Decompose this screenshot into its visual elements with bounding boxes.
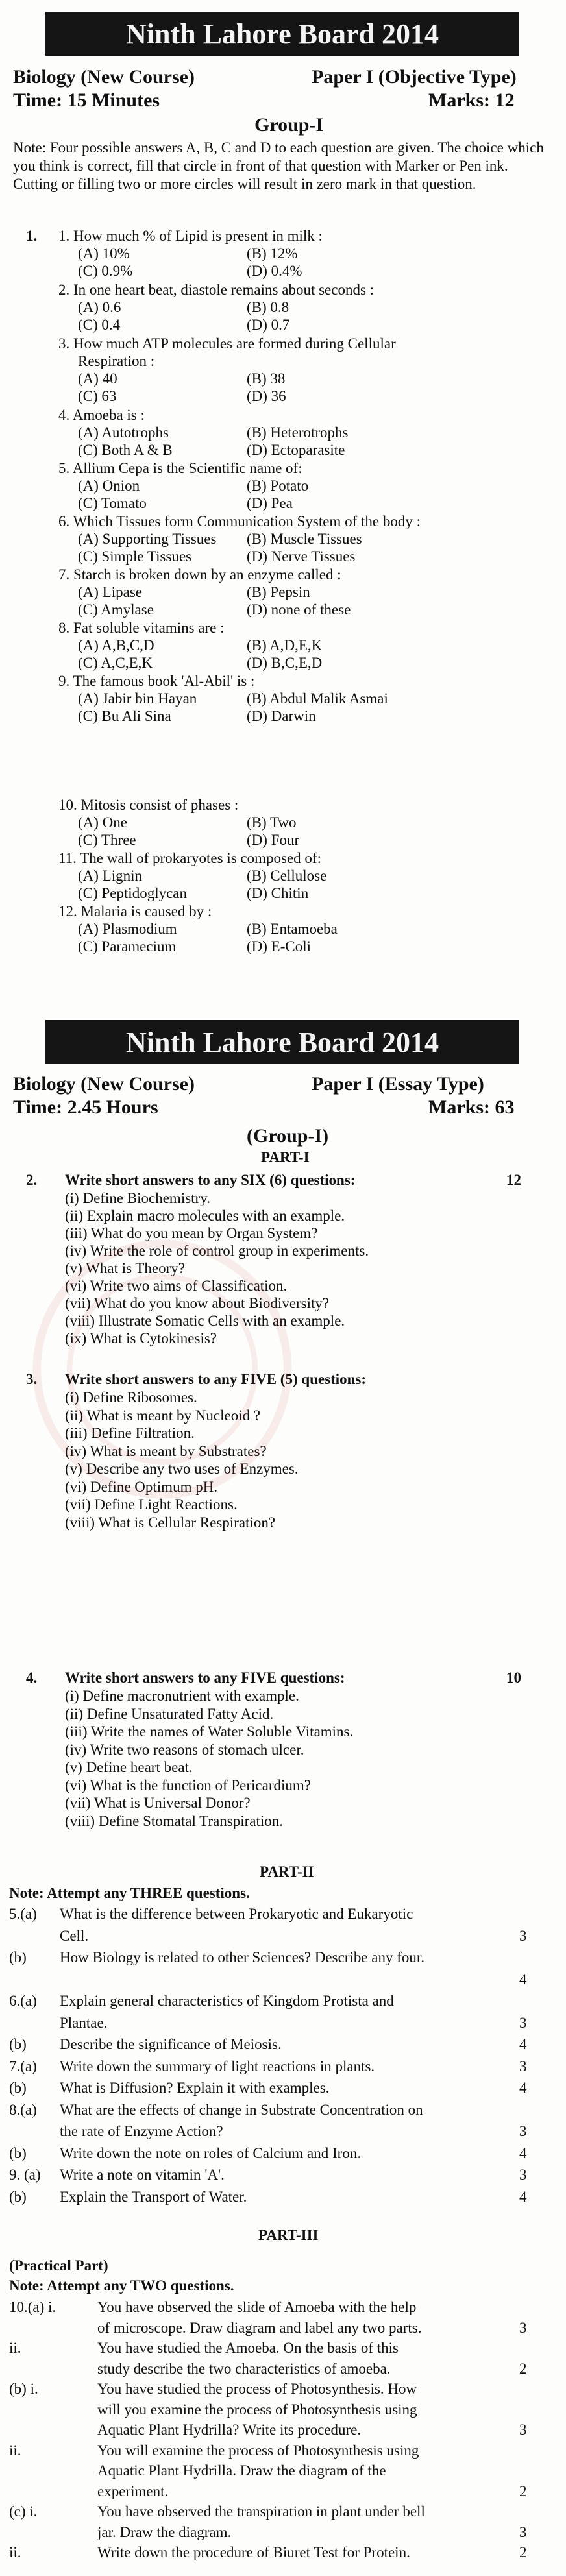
q2-item: (viii) Illustrate Somatic Cells with an example. — [65, 1313, 345, 1329]
paper2-banner — [45, 1020, 519, 1064]
part3-text: will you examine the process of Photosynthesis using — [97, 2401, 417, 2418]
part2-label: 9. (a) — [9, 2167, 41, 2183]
part3-text: You have studied the Amoeba. On the basis of this — [97, 2340, 399, 2356]
paper1-banner — [45, 12, 519, 56]
paper2-banner-title: Ninth Lahore Board 2014 — [125, 1026, 439, 1058]
mcq-option-a: (A) Lignin — [78, 868, 143, 884]
part2-text: What is the difference between Prokaryotic and Eukaryotic — [60, 1906, 413, 1922]
q4-item: (viii) Define Stomatal Transpiration. — [65, 1812, 284, 1829]
mcq-option-c: (C) Amylase — [78, 601, 154, 618]
mcq-option-b: (B) 0.8 — [247, 299, 289, 315]
mcq-option-d: (D) Pea — [247, 495, 293, 511]
mcq-option-c: (C) 63 — [78, 388, 117, 404]
mcq-option-c: (C) Paramecium — [78, 938, 177, 954]
q3-item: (vi) Define Optimum pH. — [65, 1478, 218, 1495]
mcq-option-b: (B) 12% — [247, 245, 298, 261]
part2-label: (b) — [9, 1949, 27, 1965]
mcq-option-b: (B) Two — [247, 814, 297, 831]
q4-item: (vii) What is Universal Donor? — [65, 1795, 251, 1811]
mcq-option-c: (C) Simple Tissues — [78, 548, 192, 565]
mcq-question: 2. In one heart beat, diastole remains about seconds : — [58, 282, 375, 298]
q3-item: (viii) What is Cellular Respiration? — [65, 1514, 276, 1531]
part2-heading: PART-II — [260, 1864, 314, 1880]
part2-marks: 4 — [519, 2145, 527, 2161]
part2-text: What are the effects of change in Substrate Concentration on — [60, 2101, 423, 2118]
part2-label: 8.(a) — [9, 2101, 37, 2118]
q2-title: Write short answers to any SIX (6) questions: — [65, 1172, 356, 1188]
part3-text: You have observed the transpiration in plant under bell — [97, 2503, 425, 2520]
part2-marks: 3 — [519, 2123, 527, 2139]
mcq-option-d: (D) Darwin — [247, 708, 316, 724]
mcq-option-a: (A) Supporting Tissues — [78, 531, 217, 547]
q2-item: (iii) What do you mean by Organ System? — [65, 1225, 318, 1241]
mcq-option-d: (D) 0.7 — [247, 317, 290, 333]
mcq-option-d: (D) E-Coli — [247, 938, 312, 954]
mcq-option-a: (A) Lipase — [78, 584, 142, 600]
mcq-option-b: (B) Entamoeba — [247, 921, 338, 937]
mcq-option-a: (A) A,B,C,D — [78, 637, 154, 653]
mcq-option-b: (B) Muscle Tissues — [247, 531, 362, 547]
part3-text: Aquatic Plant Hydrilla. Draw the diagram of the — [97, 2462, 386, 2479]
q3-item: (vii) Define Light Reactions. — [65, 1496, 238, 1513]
mcq-option-d: (D) Ectoparasite — [247, 442, 345, 458]
practical-label: (Practical Part) — [9, 2257, 108, 2274]
paper1-time: Time: 15 Minutes — [13, 90, 160, 111]
mcq-option-a: (A) Autotrophs — [78, 424, 169, 441]
mcq-question: 8. Fat soluble vitamins are : — [58, 620, 225, 636]
part3-text: You have observed the slide of Amoeba with the help — [97, 2299, 417, 2315]
part3-marks: 3 — [519, 2319, 527, 2336]
part2-text: the rate of Enzyme Action? — [60, 2123, 223, 2139]
part2-label: 7.(a) — [9, 2058, 37, 2074]
part3-heading: PART-III — [258, 2227, 319, 2243]
mcq-option-a: (A) Jabir bin Hayan — [78, 690, 197, 707]
part2-text: Describe the significance of Meiosis. — [60, 2036, 282, 2052]
paper1-paper-type: Paper I (Objective Type) — [312, 66, 517, 88]
q2-number: 2. — [26, 1172, 38, 1188]
q2-item: (ii) Explain macro molecules with an example. — [65, 1208, 345, 1224]
part2-marks: 3 — [519, 2167, 527, 2183]
paper1-group: Group-I — [254, 114, 324, 136]
part2-label: 6.(a) — [9, 1993, 37, 2009]
q3-item: (i) Define Ribosomes. — [65, 1389, 197, 1405]
part2-marks: 3 — [519, 1927, 527, 1944]
mcq-option-c: (C) A,C,E,K — [78, 655, 153, 671]
q3-item: (ii) What is meant by Nucleoid ? — [65, 1407, 261, 1424]
part3-marks: 3 — [519, 2422, 527, 2438]
mcq-option-c: (C) 0.9% — [78, 263, 133, 279]
mcq-option-b: (B) Abdul Malik Asmai — [247, 690, 388, 707]
part2-marks: 4 — [519, 1971, 527, 1987]
part2-label: 5.(a) — [9, 1906, 37, 1922]
q4-number: 4. — [26, 1670, 38, 1686]
mcq-question: 4. Amoeba is : — [58, 407, 145, 423]
part2-marks: 4 — [519, 2080, 527, 2096]
mcq-option-b: (B) Pepsin — [247, 584, 310, 600]
mcq-option-b: (B) Heterotrophs — [247, 424, 349, 441]
mcq-option-d: (D) none of these — [247, 601, 351, 618]
q3-item: (iv) What is meant by Substrates? — [65, 1442, 267, 1459]
paper1-marks: Marks: 12 — [428, 90, 515, 111]
part2-marks: 4 — [519, 2036, 527, 2052]
part2-label: (b) — [9, 2080, 27, 2096]
mcq-option-b: (B) Potato — [247, 478, 309, 494]
paper1-note: Note: Four possible answers A, B, C and D to each question are given. The choice which you think is correct, fill that circle in front of that question with Marker or Pen ink. Cutting or filling two or more circles will result in zero mark in that question. — [13, 140, 544, 192]
q4-item: (v) Define heart beat. — [65, 1759, 193, 1775]
part3-text: study describe the two characteristics of amoeba. — [97, 2360, 391, 2377]
mcq-option-b: (B) A,D,E,K — [247, 637, 323, 653]
part2-note: Note: Attempt any THREE questions. — [9, 1885, 250, 1901]
q3-item: (iii) Define Filtration. — [65, 1425, 195, 1441]
part3-text: of microscope. Draw diagram and label any two parts. — [97, 2319, 422, 2336]
q2-item: (vi) Write two aims of Classification. — [65, 1278, 288, 1294]
q2-item: (v) What is Theory? — [65, 1260, 186, 1276]
mcq-option-d: (D) B,C,E,D — [247, 655, 323, 671]
mcq-option-c: (C) Bu Ali Sina — [78, 708, 171, 724]
paper1-question-number: 1. — [26, 228, 38, 244]
part3-text: You have studied the process of Photosynthesis. How — [97, 2381, 417, 2397]
q2-item: (i) Define Biochemistry. — [65, 1190, 210, 1206]
mcq-option-c: (C) Tomato — [78, 495, 147, 511]
mcq-option-c: (C) Both A & B — [78, 442, 173, 458]
part3-text: Write down the procedure of Biuret Test for Protein. — [97, 2544, 410, 2560]
q4-item: (ii) Define Unsaturated Fatty Acid. — [65, 1705, 274, 1722]
q4-item: (iii) Write the names of Water Soluble Vitamins. — [65, 1723, 354, 1740]
part2-label: (b) — [9, 2036, 27, 2052]
paper2-marks: Marks: 63 — [428, 1097, 515, 1118]
q3-number: 3. — [26, 1371, 38, 1387]
mcq-option-a: (A) 40 — [78, 371, 117, 387]
part3-marks: 2 — [519, 2544, 527, 2560]
mcq-option-c: (C) Peptidoglycan — [78, 885, 187, 901]
part1-heading: PART-I — [261, 1149, 310, 1165]
mcq-option-c: (C) Three — [78, 832, 136, 848]
q4-title: Write short answers to any FIVE questions: — [65, 1670, 345, 1686]
part2-label: (b) — [9, 2188, 27, 2205]
q2-item: (ix) What is Cytokinesis? — [65, 1330, 217, 1346]
part3-marks: 3 — [519, 2523, 527, 2540]
mcq-option-d: (D) Nerve Tissues — [247, 548, 356, 565]
paper2-paper-type: Paper I (Essay Type) — [312, 1073, 484, 1095]
part3-text: jar. Draw the diagram. — [97, 2523, 232, 2540]
part3-text: Aquatic Plant Hydrilla? Write its procedure. — [97, 2422, 362, 2438]
mcq-question: 5. Allium Cepa is the Scientific name of: — [58, 460, 302, 476]
mcq-option-d: (D) 0.4% — [247, 263, 302, 279]
part2-text: How Biology is related to other Sciences? Describe any four. — [60, 1949, 425, 1965]
q4-item: (iv) Write two reasons of stomach ulcer. — [65, 1741, 304, 1758]
mcq-question: 1. How much % of Lipid is present in milk : — [58, 228, 323, 244]
part3-marks: 2 — [519, 2483, 527, 2499]
mcq-question: 12. Malaria is caused by : — [58, 903, 212, 919]
part3-label: ii. — [9, 2442, 21, 2459]
part2-text: Cell. — [60, 1927, 89, 1944]
part2-marks: 3 — [519, 2014, 527, 2031]
q4-marks: 10 — [506, 1670, 521, 1686]
mcq-option-c: (C) 0.4 — [78, 317, 121, 333]
mcq-question: 3. How much ATP molecules are formed during Cellular — [58, 335, 396, 352]
mcq-question: 7. Starch is broken down by an enzyme called : — [58, 566, 341, 583]
part3-marks: 2 — [519, 2360, 527, 2377]
part2-text: Plantae. — [60, 2014, 108, 2031]
part2-text: Explain general characteristics of Kingdom Protista and — [60, 1993, 394, 2009]
paper1-subject: Biology (New Course) — [13, 66, 195, 88]
part2-text: What is Diffusion? Explain it with examples. — [60, 2080, 330, 2096]
mcq-question: 11. The wall of prokaryotes is composed of: — [58, 850, 321, 866]
q3-title: Write short answers to any FIVE (5) questions: — [65, 1371, 367, 1387]
mcq-question-cont: Respiration : — [78, 353, 155, 369]
paper2-time: Time: 2.45 Hours — [13, 1097, 158, 1118]
q2-item: (vii) What do you know about Biodiversity? — [65, 1295, 330, 1311]
q4-item: (vi) What is the function of Pericardium? — [65, 1777, 311, 1793]
paper2-group: (Group-I) — [247, 1125, 329, 1147]
mcq-option-d: (D) Chitin — [247, 885, 309, 901]
part2-text: Write down the summary of light reactions in plants. — [60, 2058, 375, 2074]
mcq-option-a: (A) 0.6 — [78, 299, 121, 315]
q2-marks: 12 — [506, 1172, 521, 1188]
q3-item: (v) Describe any two uses of Enzymes. — [65, 1461, 299, 1477]
mcq-option-d: (D) Four — [247, 832, 300, 848]
mcq-option-d: (D) 36 — [247, 388, 286, 404]
part2-label: (b) — [9, 2145, 27, 2161]
part2-marks: 4 — [519, 2188, 527, 2205]
mcq-option-b: (B) Cellulose — [247, 868, 327, 884]
part3-text: experiment. — [97, 2483, 169, 2499]
mcq-option-a: (A) 10% — [78, 245, 130, 261]
paper1-banner-title: Ninth Lahore Board 2014 — [125, 18, 439, 50]
part3-text: You will examine the process of Photosynthesis using — [97, 2442, 419, 2459]
part3-label: 10.(a) i. — [9, 2299, 56, 2315]
mcq-question: 6. Which Tissues form Communication System of the body : — [58, 513, 421, 529]
mcq-option-a: (A) One — [78, 814, 127, 831]
q2-item: (iv) Write the role of control group in experiments. — [65, 1243, 369, 1259]
mcq-option-a: (A) Plasmodium — [78, 921, 177, 937]
mcq-question: 9. The famous book 'Al-Abil' is : — [58, 673, 255, 689]
part2-text: Explain the Transport of Water. — [60, 2188, 247, 2205]
paper2-subject: Biology (New Course) — [13, 1073, 195, 1095]
mcq-question: 10. Mitosis consist of phases : — [58, 797, 239, 813]
mcq-option-a: (A) Onion — [78, 478, 140, 494]
part3-label: (c) i. — [9, 2503, 38, 2520]
part3-label: ii. — [9, 2544, 21, 2560]
part2-text: Write down the note on roles of Calcium and Iron. — [60, 2145, 362, 2161]
q4-item: (i) Define macronutrient with example. — [65, 1688, 299, 1704]
mcq-option-b: (B) 38 — [247, 371, 286, 387]
part3-note: Note: Attempt any TWO questions. — [9, 2278, 234, 2294]
part3-label: ii. — [9, 2340, 21, 2356]
part2-marks: 3 — [519, 2058, 527, 2074]
part2-text: Write a note on vitamin 'A'. — [60, 2167, 225, 2183]
part3-label: (b) i. — [9, 2381, 38, 2397]
